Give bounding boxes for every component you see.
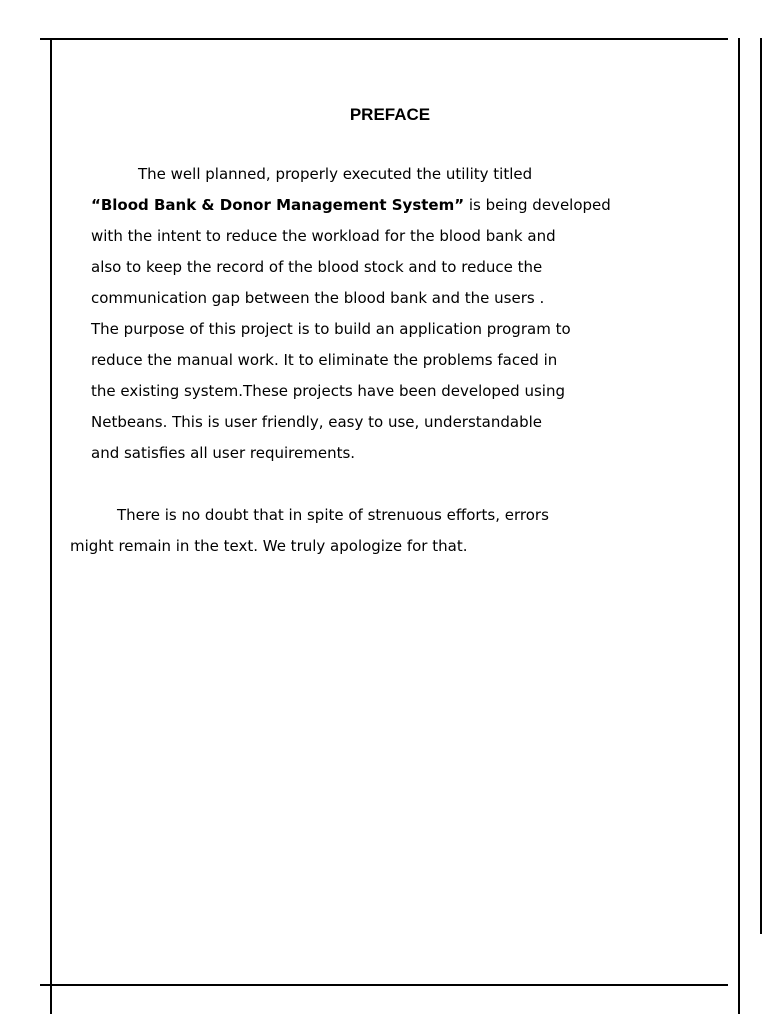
paragraph-line: also to keep the record of the blood stock and to reduce the	[91, 258, 543, 276]
paragraph-line: The well planned, properly executed the utility titled	[138, 165, 533, 183]
bottom-border-rule	[40, 984, 728, 986]
paragraph-line	[91, 195, 611, 215]
next-page-edge-rule	[760, 38, 762, 934]
paragraph-line: There is no doubt that in spite of strenuous efforts, errors	[117, 506, 549, 524]
paragraph-line: might remain in the text. We truly apologize for that.	[70, 537, 468, 555]
paragraph-line: reduce the manual work. It to eliminate the problems faced in	[91, 351, 558, 369]
project-title: “Blood Bank & Donor Management System”	[91, 196, 465, 214]
paragraph-line: communication gap between the blood bank and the users .	[91, 289, 545, 307]
paragraph-line: The purpose of this project is to build an application program to	[91, 320, 571, 338]
page-title: PREFACE	[349, 105, 431, 124]
paragraph-line: with the intent to reduce the workload for the blood bank and	[91, 227, 556, 245]
paragraph-line: the existing system.These projects have been developed using	[91, 382, 565, 400]
paragraph-line: Netbeans. This is user friendly, easy to use, understandable	[91, 413, 542, 431]
paragraph-line-rest: is being developed	[464, 196, 611, 214]
left-border-rule	[50, 38, 52, 1014]
right-border-rule	[738, 38, 740, 1014]
paragraph-line: and satisfies all user requirements.	[91, 444, 356, 462]
top-border-rule	[40, 38, 728, 40]
